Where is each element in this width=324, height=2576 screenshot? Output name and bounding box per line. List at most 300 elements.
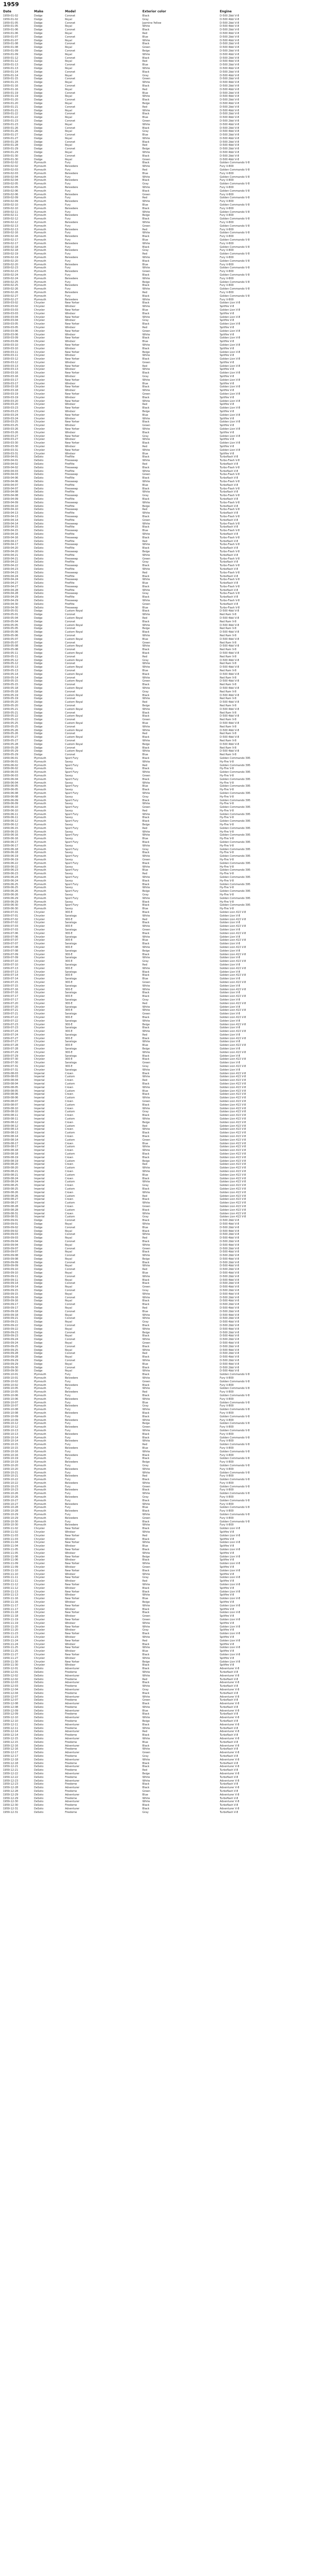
- cell-make: Imperial: [34, 1103, 45, 1107]
- cell-engine: Red Ram V-8: [220, 676, 237, 680]
- cell-model: Coronet: [65, 1338, 75, 1342]
- cell-make: Plymouth: [34, 1404, 46, 1408]
- cell-date: 1959-12-16: [3, 1744, 19, 1748]
- cell-make: Chrysler: [34, 1061, 45, 1065]
- cell-date: 1959-08-05: [3, 1086, 19, 1089]
- cell-make: Chrysler: [34, 928, 45, 931]
- cell-engine: Adventurer V-8: [220, 1786, 239, 1790]
- cell-model: Sport Fury: [65, 904, 78, 907]
- cell-date: 1959-12-07: [3, 1695, 19, 1699]
- cell-date: 1959-10-05: [3, 1391, 19, 1394]
- table-row: [3, 1730, 321, 1734]
- cell-date: 1959-01-09: [3, 49, 19, 53]
- cell-date: 1959-09-30: [3, 1366, 19, 1369]
- cell-date: 1959-07-16: [3, 988, 19, 991]
- cell-date: 1959-12-29: [3, 1797, 19, 1800]
- cell-make: DeSoto: [34, 518, 44, 522]
- cell-exterior-color: White: [142, 844, 150, 848]
- cell-date: 1959-02-11: [3, 214, 19, 217]
- cell-date: 1959-05-29: [3, 750, 19, 753]
- cell-make: Plymouth: [34, 799, 46, 802]
- cell-make: Plymouth: [34, 756, 46, 760]
- cell-engine: Adventurer V-8: [220, 1667, 239, 1671]
- cell-date: 1959-01-16: [3, 88, 19, 91]
- cell-model: Adventurer: [65, 1800, 79, 1804]
- cell-exterior-color: Gray: [142, 319, 149, 323]
- cell-date: 1959-04-10: [3, 504, 19, 508]
- cell-date: 1959-04-14: [3, 518, 19, 522]
- cell-exterior-color: White: [142, 490, 150, 494]
- cell-model: Coronet: [65, 711, 75, 715]
- cell-date: 1959-11-19: [3, 1621, 19, 1625]
- cell-engine: Turboflash V-8: [220, 1720, 238, 1723]
- cell-exterior-color: White: [142, 1369, 150, 1373]
- cell-date: 1959-03-09: [3, 336, 19, 340]
- cell-exterior-color: White: [142, 1170, 150, 1173]
- cell-make: Chrysler: [34, 1058, 45, 1061]
- table-row: [3, 1125, 321, 1128]
- table-row: [3, 1650, 321, 1653]
- cell-make: Dodge: [34, 652, 43, 655]
- table-row: [3, 214, 321, 217]
- cell-exterior-color: White: [142, 1635, 150, 1639]
- table-row: [3, 1780, 321, 1783]
- cell-date: 1959-08-31: [3, 1215, 19, 1219]
- cell-date: 1959-07-17: [3, 995, 19, 998]
- cell-make: Plymouth: [34, 907, 46, 911]
- cell-engine: Turboflash V-8: [220, 477, 238, 480]
- table-row: [3, 1499, 321, 1503]
- table-row: [3, 277, 321, 281]
- table-row: [3, 1352, 321, 1355]
- cell-date: 1959-02-17: [3, 239, 19, 242]
- cell-model: Adventurer: [65, 1751, 79, 1755]
- cell-exterior-color: Blue: [142, 606, 149, 609]
- cell-model: Royal: [65, 1236, 72, 1240]
- cell-model: Coronet: [65, 732, 75, 736]
- cell-exterior-color: Blue: [142, 1545, 149, 1548]
- cell-make: DeSoto: [34, 1705, 44, 1709]
- cell-exterior-color: Beige: [142, 1555, 150, 1558]
- cell-date: 1959-08-18: [3, 1149, 19, 1153]
- table-row: [3, 1734, 321, 1737]
- cell-model: Savoy: [65, 900, 73, 904]
- cell-engine: Golden Lion V-8: [220, 393, 240, 396]
- cell-date: 1959-10-08: [3, 1408, 19, 1412]
- cell-date: 1959-10-23: [3, 1485, 19, 1488]
- cell-engine: Golden Commando 395: [220, 861, 251, 865]
- cell-model: Custom Royal: [65, 658, 83, 662]
- cell-engine: D-500 4bbl V-8: [220, 680, 239, 683]
- table-row: [3, 799, 321, 803]
- cell-exterior-color: Black: [142, 487, 150, 490]
- table-row: [3, 641, 321, 645]
- cell-model: Sport Fury: [65, 876, 78, 879]
- cell-engine: Golden Commando 395: [220, 820, 251, 823]
- cell-make: Dodge: [34, 66, 43, 70]
- cell-make: Dodge: [34, 711, 43, 715]
- cell-model: Firedome: [65, 1740, 77, 1744]
- cell-make: DeSoto: [34, 1804, 44, 1807]
- cell-exterior-color: Green: [142, 329, 151, 333]
- cell-make: Chrysler: [34, 945, 45, 949]
- cell-engine: Golden Lion 413 V-8: [220, 1201, 246, 1205]
- cell-engine: Golden Lion V-8: [220, 956, 240, 960]
- cell-date: 1959-10-09: [3, 1415, 19, 1418]
- table-row: [3, 1307, 321, 1310]
- cell-engine: Golden Commando V-8: [220, 224, 250, 228]
- cell-exterior-color: Beige: [142, 1257, 150, 1261]
- cell-engine: Golden Lion 413 V-8: [220, 967, 246, 970]
- cell-make: Chrysler: [34, 442, 45, 445]
- cell-model: Windsor: [65, 452, 76, 455]
- table-row: [3, 442, 321, 445]
- cell-exterior-color: Black: [142, 1607, 150, 1611]
- cell-make: Plymouth: [34, 1453, 46, 1457]
- cell-exterior-color: Gray: [142, 1404, 149, 1408]
- cell-model: Custom: [65, 1131, 75, 1135]
- cell-engine: Turboflash V-8: [220, 1670, 238, 1674]
- cell-make: Dodge: [34, 739, 43, 742]
- cell-make: Imperial: [34, 1100, 45, 1104]
- table-row: [3, 1387, 321, 1391]
- table-row: [3, 455, 321, 459]
- cell-engine: D-500 4bbl V-8: [220, 101, 239, 105]
- cell-exterior-color: Black: [142, 284, 150, 287]
- cell-model: Windsor: [65, 382, 76, 385]
- table-row: [3, 1398, 321, 1401]
- table-row: [3, 1310, 321, 1314]
- cell-date: 1959-04-08: [3, 490, 19, 494]
- cell-date: 1959-01-22: [3, 112, 19, 116]
- cell-engine: D-500 2bbl V-8: [220, 147, 239, 151]
- cell-exterior-color: Black: [142, 294, 150, 298]
- cell-exterior-color: Red: [142, 326, 148, 329]
- cell-date: 1959-03-06: [3, 329, 19, 333]
- cell-exterior-color: Black: [142, 1054, 150, 1058]
- cell-engine: D-500 2bbl V-8: [220, 1226, 239, 1229]
- cell-model: Royal: [65, 1362, 72, 1366]
- cell-engine: Spitfire V-8: [220, 361, 234, 364]
- cell-date: 1959-01-21: [3, 105, 19, 109]
- cell-exterior-color: Beige: [142, 627, 150, 631]
- cell-date: 1959-12-29: [3, 1793, 19, 1797]
- cell-date: 1959-05-15: [3, 680, 19, 683]
- cell-engine: Golden Lion V-8: [220, 935, 240, 939]
- cell-date: 1959-10-16: [3, 1453, 19, 1457]
- cell-make: Chrysler: [34, 385, 45, 389]
- cell-model: Custom: [65, 1124, 75, 1128]
- cell-date: 1959-10-20: [3, 1467, 19, 1471]
- cell-engine: Golden Lion 413 V-8: [220, 953, 246, 956]
- cell-date: 1959-03-11: [3, 350, 19, 354]
- cell-date: 1959-03-06: [3, 333, 19, 336]
- cell-model: Belvedere: [65, 1475, 78, 1478]
- cell-model: Belvedere: [65, 1467, 78, 1471]
- cell-date: 1959-02-12: [3, 217, 19, 221]
- table-row: [3, 1485, 321, 1489]
- cell-engine: Red Ram V-8: [220, 613, 237, 617]
- cell-engine: Golden Lion 413 V-8: [220, 939, 246, 942]
- table-row: [3, 652, 321, 655]
- cell-exterior-color: Green: [142, 774, 151, 777]
- table-row: [3, 928, 321, 932]
- cell-engine: Golden Commando V-8: [220, 1478, 250, 1482]
- table-row: [3, 1548, 321, 1552]
- cell-engine: Fury V-800: [220, 291, 234, 294]
- table-row: [3, 435, 321, 438]
- cell-date: 1959-04-01: [3, 459, 19, 463]
- cell-engine: Golden Lion 413 V-8: [220, 918, 246, 921]
- cell-model: Windsor: [65, 1642, 76, 1646]
- cell-model: Savoy: [65, 788, 73, 792]
- cell-model: Savoy: [65, 865, 73, 869]
- table-row: [3, 1765, 321, 1769]
- cell-make: Plymouth: [34, 812, 46, 816]
- cell-exterior-color: Red: [142, 571, 148, 574]
- table-row: [3, 585, 321, 589]
- table-row: [3, 389, 321, 393]
- cell-date: 1959-06-26: [3, 890, 19, 893]
- cell-date: 1959-04-07: [3, 487, 19, 490]
- cell-engine: Golden Lion V-8: [220, 977, 240, 981]
- cell-model: Crown: [65, 1184, 73, 1188]
- cell-model: Sport Fury: [65, 799, 78, 802]
- cell-exterior-color: Red: [142, 1534, 148, 1537]
- cell-engine: Spitfire V-8: [220, 431, 234, 434]
- cell-engine: Golden Lion 413 V-8: [220, 1177, 246, 1180]
- cell-date: 1959-05-13: [3, 666, 19, 669]
- cell-date: 1959-04-23: [3, 571, 19, 574]
- cell-exterior-color: White: [142, 588, 150, 592]
- cell-exterior-color: Blue: [142, 382, 149, 385]
- cell-make: Dodge: [34, 1313, 43, 1317]
- cell-engine: Adventurer V-8: [220, 1688, 239, 1691]
- cell-engine: Golden Lion V-8: [220, 1597, 240, 1601]
- table-row: [3, 1727, 321, 1731]
- table-row: [3, 760, 321, 764]
- cell-make: Chrysler: [34, 974, 45, 977]
- cell-date: 1959-10-12: [3, 1426, 19, 1429]
- cell-model: Coronet: [65, 1317, 75, 1320]
- cell-engine: Turbo-Flash V-8: [220, 571, 240, 574]
- table-row: [3, 1793, 321, 1797]
- table-row: [3, 820, 321, 823]
- cell-model: Firesweep: [65, 529, 78, 533]
- cell-model: Windsor: [65, 1594, 76, 1597]
- cell-exterior-color: Black: [142, 420, 150, 424]
- cell-date: 1959-06-29: [3, 900, 19, 904]
- cell-make: Chrysler: [34, 967, 45, 970]
- cell-model: New Yorker: [65, 323, 79, 326]
- cell-make: Plymouth: [34, 182, 46, 186]
- table-row: [3, 417, 321, 421]
- table-row: [3, 340, 321, 344]
- cell-model: Custom: [65, 1215, 75, 1219]
- cell-exterior-color: Red: [142, 88, 148, 91]
- cell-date: 1959-02-25: [3, 284, 19, 287]
- cell-engine: Golden Lion V-8: [220, 448, 240, 452]
- cell-engine: Turboflash V-8: [220, 547, 238, 550]
- cell-engine: Red Ram V-8: [220, 697, 237, 701]
- cell-engine: Fury V-800: [220, 1397, 234, 1401]
- cell-make: Imperial: [34, 1191, 45, 1194]
- cell-make: Chrysler: [34, 333, 45, 336]
- cell-date: 1959-04-03: [3, 469, 19, 473]
- table-row: [3, 501, 321, 505]
- cell-make: Chrysler: [34, 931, 45, 935]
- cell-date: 1959-07-20: [3, 1002, 19, 1005]
- cell-date: 1959-12-08: [3, 1702, 19, 1706]
- cell-make: DeSoto: [34, 1667, 44, 1671]
- cell-engine: Golden Commando V-8: [220, 280, 250, 284]
- cell-make: Plymouth: [34, 1506, 46, 1510]
- cell-date: 1959-06-04: [3, 777, 19, 781]
- cell-exterior-color: Red: [142, 617, 148, 620]
- table-row: [3, 1608, 321, 1612]
- cell-model: Royal: [65, 88, 72, 91]
- cell-model: Custom Royal: [65, 645, 83, 648]
- cell-model: Sport Fury: [65, 791, 78, 795]
- cell-date: 1959-07-21: [3, 1009, 19, 1012]
- cell-engine: Golden Commando 395: [220, 841, 251, 844]
- cell-exterior-color: White: [142, 1467, 150, 1471]
- cell-engine: Golden Commando 395: [220, 826, 251, 830]
- cell-make: Chrysler: [34, 1653, 45, 1656]
- cell-make: Dodge: [34, 1289, 43, 1293]
- cell-model: Windsor: [65, 312, 76, 315]
- cell-exterior-color: White: [142, 967, 150, 970]
- cell-engine: Fury V-800: [220, 179, 234, 182]
- cell-exterior-color: White: [142, 210, 150, 214]
- cell-engine: D-500 4bbl V-8: [220, 1362, 239, 1366]
- cell-make: Plymouth: [34, 1436, 46, 1439]
- cell-exterior-color: Black: [142, 1723, 150, 1726]
- table-row: [3, 1783, 321, 1786]
- table-row: [3, 127, 321, 130]
- cell-exterior-color: White: [142, 266, 150, 270]
- table-row: [3, 995, 321, 998]
- cell-model: Windsor: [65, 1572, 76, 1576]
- cell-exterior-color: Beige: [142, 1023, 150, 1026]
- cell-make: Chrysler: [34, 960, 45, 963]
- cell-engine: Golden Lion 413 V-8: [220, 1030, 246, 1033]
- cell-date: 1959-08-18: [3, 1152, 19, 1156]
- cell-make: Chrysler: [34, 340, 45, 344]
- cell-make: Imperial: [34, 1114, 45, 1117]
- cell-engine: D-500 4bbl V-8: [220, 158, 239, 161]
- cell-make: Dodge: [34, 753, 43, 757]
- cell-exterior-color: White: [142, 865, 150, 869]
- cell-engine: Golden Commando V-8: [220, 182, 250, 186]
- cell-make: Dodge: [34, 21, 43, 25]
- cell-model: Fireflite: [65, 477, 75, 480]
- cell-date: 1959-01-08: [3, 46, 19, 49]
- cell-make: Plymouth: [34, 259, 46, 263]
- cell-date: 1959-07-13: [3, 970, 19, 974]
- cell-make: Plymouth: [34, 1492, 46, 1496]
- cell-engine: Fury V-800: [220, 270, 234, 274]
- cell-engine: Golden Commando V-8: [220, 1394, 250, 1397]
- cell-exterior-color: Green: [142, 1205, 151, 1208]
- cell-engine: Spitfire V-8: [220, 340, 234, 344]
- cell-model: New Yorker: [65, 1569, 79, 1572]
- table-row: [3, 95, 321, 98]
- cell-model: Custom Royal: [65, 715, 83, 718]
- cell-exterior-color: White: [142, 1562, 150, 1566]
- cell-date: 1959-03-24: [3, 413, 19, 417]
- cell-model: Adventurer: [65, 1779, 79, 1783]
- table-row: [3, 1503, 321, 1506]
- cell-make: Dodge: [34, 137, 43, 140]
- cell-exterior-color: Black: [142, 1510, 150, 1513]
- cell-exterior-color: Beige: [142, 949, 150, 953]
- cell-date: 1959-12-31: [3, 1810, 19, 1814]
- cell-model: Coronet: [65, 91, 75, 95]
- cell-make: Dodge: [34, 1243, 43, 1247]
- cell-date: 1959-02-02: [3, 165, 19, 168]
- cell-engine: D-500 2bbl V-8: [220, 28, 239, 32]
- table-row: [3, 1075, 321, 1079]
- cell-exterior-color: White: [142, 739, 150, 742]
- cell-exterior-color: Gray: [142, 1215, 149, 1219]
- cell-exterior-color: Gray: [142, 1065, 149, 1069]
- cell-date: 1959-02-18: [3, 249, 19, 252]
- cell-model: Windsor: [65, 389, 76, 393]
- cell-exterior-color: White: [142, 1726, 150, 1730]
- cell-exterior-color: Black: [142, 715, 150, 718]
- table-row: [3, 872, 321, 876]
- cell-make: Imperial: [34, 1135, 45, 1138]
- cell-make: Plymouth: [34, 1443, 46, 1447]
- cell-date: 1959-11-10: [3, 1572, 19, 1576]
- cell-engine: D-500 4bbl V-8: [220, 652, 239, 655]
- cell-make: Chrysler: [34, 1632, 45, 1636]
- cell-make: DeSoto: [34, 567, 44, 571]
- cell-date: 1959-05-18: [3, 687, 19, 690]
- cell-engine: Spitfire V-8: [220, 389, 234, 393]
- cell-make: Dodge: [34, 669, 43, 673]
- cell-engine: Golden Commando V-8: [220, 1520, 250, 1523]
- cell-engine: Spitfire V-8: [220, 438, 234, 442]
- cell-exterior-color: Blue: [142, 529, 149, 533]
- cell-make: Dodge: [34, 1359, 43, 1362]
- cell-engine: Hy-Fire V-8: [220, 879, 234, 883]
- cell-model: Firesweep: [65, 459, 78, 463]
- cell-exterior-color: White: [142, 109, 150, 112]
- cell-date: 1959-05-19: [3, 697, 19, 701]
- cell-date: 1959-05-14: [3, 672, 19, 676]
- cell-make: Imperial: [34, 1184, 45, 1188]
- cell-date: 1959-04-15: [3, 529, 19, 533]
- cell-date: 1959-01-29: [3, 147, 19, 151]
- table-row: [3, 950, 321, 953]
- cell-make: Dodge: [34, 637, 43, 641]
- cell-model: Belvedere: [65, 298, 78, 301]
- cell-date: 1959-02-26: [3, 287, 19, 291]
- cell-make: Chrysler: [34, 1664, 45, 1667]
- cell-date: 1959-07-03: [3, 928, 19, 931]
- table-row: [3, 613, 321, 617]
- cell-exterior-color: Green: [142, 1285, 151, 1289]
- cell-model: New Yorker: [65, 350, 79, 354]
- cell-exterior-color: White: [142, 1481, 150, 1485]
- cell-date: 1959-07-13: [3, 967, 19, 970]
- cell-date: 1959-02-02: [3, 161, 19, 165]
- table-row: [3, 851, 321, 855]
- cell-date: 1959-05-07: [3, 641, 19, 645]
- cell-make: DeSoto: [34, 466, 44, 469]
